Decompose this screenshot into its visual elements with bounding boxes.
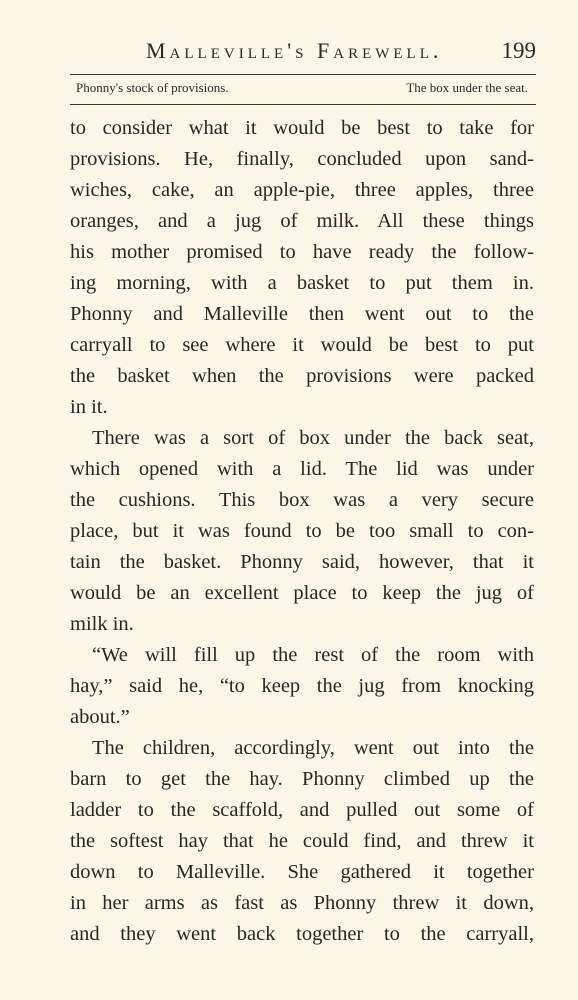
header-rule-top xyxy=(70,74,536,75)
text-line: wiches, cake, an apple-pie, three apples, three xyxy=(70,179,534,201)
text-line: down to Malleville. She gathered it together xyxy=(70,861,534,883)
text-line: ing morning, with a basket to put them in. xyxy=(70,272,534,294)
text-line: to consider what it would be best to take for xyxy=(70,117,534,139)
text-line: in her arms as fast as Phonny threw it down, xyxy=(70,892,534,914)
text-line: the cushions. This box was a very secure xyxy=(70,489,534,511)
text-line: provisions. He, finally, concluded upon sand- xyxy=(70,148,534,170)
text-line: tain the basket. Phonny said, however, that it xyxy=(70,551,534,573)
subhead-right: The box under the seat. xyxy=(406,80,528,95)
text-line: milk in. xyxy=(70,613,134,635)
text-line: the basket when the provisions were packed xyxy=(70,365,534,387)
text-line: about.” xyxy=(70,706,130,728)
text-line: There was a sort of box under the back seat, xyxy=(92,427,534,449)
subhead-left: Phonny's stock of provisions. xyxy=(76,80,229,95)
text-line: his mother promised to have ready the follow- xyxy=(70,241,534,263)
running-title: Malleville's Farewell. xyxy=(146,38,443,63)
text-line: in it. xyxy=(70,396,108,418)
text-line: ladder to the scaffold, and pulled out some of xyxy=(70,799,534,821)
text-line: the softest hay that he could find, and threw it xyxy=(70,830,534,852)
body-text xyxy=(70,113,534,950)
text-line: oranges, and a jug of milk. All these things xyxy=(70,210,534,232)
text-line: would be an excellent place to keep the jug of xyxy=(70,582,534,604)
text-line: place, but it was found to be too small to con- xyxy=(70,520,534,542)
text-line: carryall to see where it would be best to put xyxy=(70,334,534,356)
running-head xyxy=(70,38,536,74)
text-line: which opened with a lid. The lid was under xyxy=(70,458,534,480)
text-line: The children, accordingly, went out into the xyxy=(92,737,534,759)
subhead xyxy=(70,80,536,100)
header-rule-bottom xyxy=(70,104,536,105)
text-line: hay,” said he, “to keep the jug from knocking xyxy=(70,675,534,697)
text-line: Phonny and Malleville then went out to the xyxy=(70,303,534,325)
page-number: 199 xyxy=(501,38,536,63)
text-line: and they went back together to the carryall, xyxy=(70,923,534,945)
text-line: barn to get the hay. Phonny climbed up the xyxy=(70,768,534,790)
text-line: “We will fill up the rest of the room with xyxy=(92,644,534,666)
